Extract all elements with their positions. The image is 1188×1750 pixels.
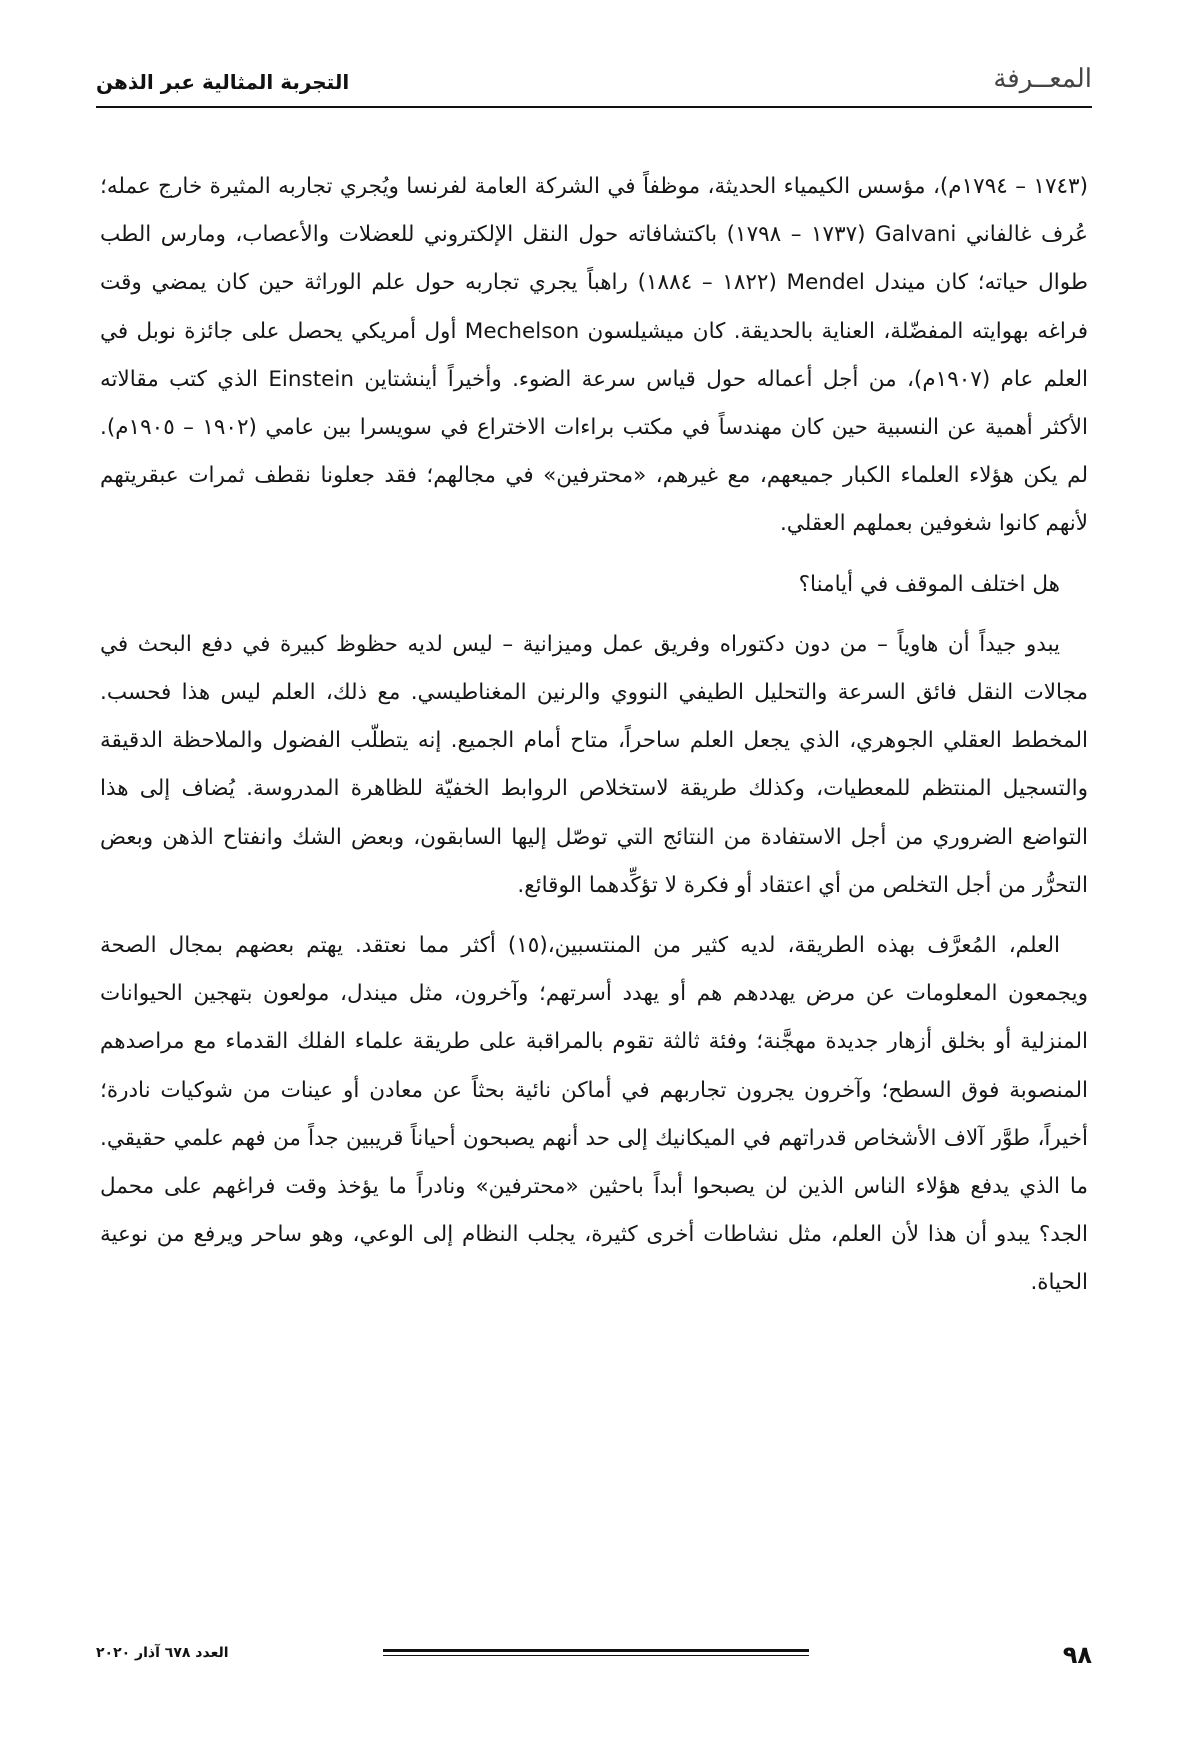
journal-logo: المعــرفة xyxy=(993,64,1092,94)
footer-rule xyxy=(383,1649,809,1656)
article-body xyxy=(100,163,1088,1308)
page-header xyxy=(96,58,1092,106)
running-title: التجربة المثالية عبر الذهن xyxy=(96,70,350,94)
page-number: ٩٨ xyxy=(1062,1641,1092,1669)
paragraph-4: العلم، المُعرَّف بهذه الطريقة، لديه كثير من المنتسبين،(١٥) أكثر مما نعتقد. يهتم بعضهم بمجال الصحة ويجمعون المعلومات عن مرض يهددهم هم أو يهدد أسرتهم؛ وآخرون، مثل ميندل، مولعون بتهجين الحيوانات المنزلية أو بخلق أزهار جديدة مهجَّنة؛ وفئة ثالثة تقوم بالمراقبة على طريقة علماء الفلك القدماء مع مراصدهم المنصوبة فوق السطح؛ وآخرون يجرون تجاربهم في أماكن نائية بحثاً عن معادن أو عينات من شوكيات نادرة؛ أخيراً، طوَّر آلاف الأشخاص قدراتهم في الميكانيك إلى حد أنهم يصبحون أحياناً قريبين جداً من فهم علمي حقيقي. ما الذي يدفع هؤلاء الناس الذين لن يصبحوا أبداً باحثين «محترفين» ونادراً ما يؤخذ وقت فراغهم على محمل الجد؟ يبدو أن هذا لأن العلم، مثل نشاطات أخرى كثيرة، يجلب النظام إلى الوعي، وهو ساحر ويرفع من نوعية الحياة. xyxy=(100,933,1088,1296)
paragraph-1: (١٧٤٣ – ١٧٩٤م)، مؤسس الكيمياء الحديثة، موظفاً في الشركة العامة لفرنسا ويُجري تجاربه المثيرة خارج عمله؛ عُرف غالفاني Galvani (١٧٣٧ – ١٧٩٨) باكتشافاته حول النقل الإلكتروني للعضلات والأعصاب، ومارس الطب طوال حياته؛ كان ميندل Mendel (١٨٢٢ – ١٨٨٤) راهباً يجري تجاربه حول علم الوراثة حين كان يمضي وقت فراغه بهوايته المفضّلة، العناية بالحديقة. كان ميشيلسون Mechelson أول أمريكي يحصل على جائزة نوبل في العلم عام (١٩٠٧م)، من أجل أعماله حول قياس سرعة الضوء. وأخيراً أينشتاين Einstein الذي كتب مقالاته الأكثر أهمية عن النسبية حين كان مهندساً في مكتب براءات الاختراع في سويسرا بين عامي (١٩٠٢ – ١٩٠٥م). لم يكن هؤلاء العلماء الكبار جميعهم، مع غيرهم، «محترفين» في مجالهم؛ فقد جعلونا نقطف ثمرات عبقريتهم لأنهم كانوا شغوفين بعملهم العقلي. xyxy=(100,174,1088,537)
issue-info: العدد ٦٧٨ آذار ٢٠٢٠ xyxy=(96,1645,229,1661)
page-footer xyxy=(96,1641,1092,1671)
paragraph-3: يبدو جيداً أن هاوياً – من دون دكتوراه وفريق عمل وميزانية – ليس لديه حظوظ كبيرة في دفع البحث في مجالات النقل فائق السرعة والتحليل الطيفي النووي والرنين المغناطيسي. مع ذلك، العلم ليس هذا فحسب. المخطط العقلي الجوهري، الذي يجعل العلم ساحراً، متاح أمام الجميع. إنه يتطلّب الفضول والملاحظة الدقيقة والتسجيل المنتظم للمعطيات، وكذلك طريقة لاستخلاص الروابط الخفيّة للظاهرة المدروسة. يُضاف إلى هذا التواضع الضروري من أجل الاستفادة من النتائج التي توصّل إليها السابقون، وبعض الشك وانفتاح الذهن وبعض التحرُّر من أجل التخلص من أي اعتقاد أو فكرة لا تؤكِّدهما الوقائع. xyxy=(100,631,1088,898)
header-rule xyxy=(96,106,1092,108)
paragraph-2: هل اختلف الموقف في أيامنا؟ xyxy=(798,571,1060,597)
